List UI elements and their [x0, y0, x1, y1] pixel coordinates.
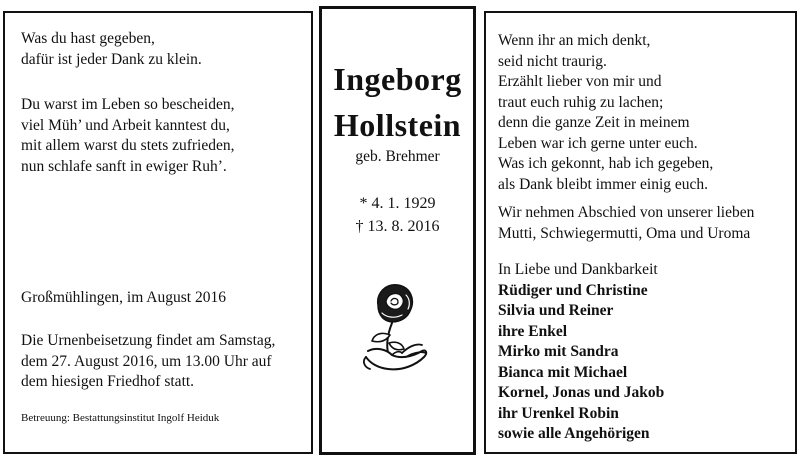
- verse-line: Wenn ihr an mich denkt,: [498, 32, 651, 49]
- verse-line: als Dank bleibt immer einig euch.: [498, 175, 709, 193]
- right-panel: [484, 11, 797, 454]
- rose-in-hand-icon: [362, 271, 438, 379]
- farewell-text: [498, 203, 754, 244]
- mourner-line: Kornel, Jonas und Jakob: [498, 384, 665, 401]
- verse-line: denn die ganze Zeit in meinem: [498, 114, 690, 131]
- mourner-line: sowie alle Angehörigen: [498, 425, 650, 442]
- mourner-line: ihr Urenkel Robin: [498, 404, 619, 422]
- mourner-line: Silvia und Reiner: [498, 302, 614, 319]
- deceased-first-name: Ingeborg: [333, 61, 462, 97]
- undertaker-credit: Betreuung: Bestattungsinstitut Ingolf Heiduk: [21, 412, 220, 424]
- verse-line: viel Müh’ und Arbeit kanntest du,: [21, 116, 230, 134]
- death-date: † 13. 8. 2016: [355, 218, 440, 235]
- left-verse-2: [21, 95, 235, 177]
- funeral-line: dem hiesigen Friedhof statt.: [21, 373, 195, 390]
- verse-line: Leben war ich gerne unter euch.: [498, 134, 698, 152]
- mourner-line: Bianca mit Michael: [498, 363, 628, 381]
- farewell-line: Mutti, Schwiegermutti, Oma und Uroma: [498, 224, 751, 242]
- funeral-notice: [21, 331, 275, 393]
- birth-date: * 4. 1. 1929: [359, 195, 436, 212]
- verse-line: Was du hast gegeben,: [21, 30, 155, 47]
- verse-line: traut euch ruhig zu lachen;: [498, 93, 664, 111]
- signoff-intro: In Liebe und Dankbarkeit: [498, 261, 658, 278]
- verse-line: nun schlafe sanft in ewiger Ruh’.: [21, 157, 227, 175]
- verse-line: mit allem warst du stets zufrieden,: [21, 137, 235, 154]
- verse-line: Was ich gekonnt, hab ich gegeben,: [498, 155, 714, 172]
- right-verse: [498, 31, 713, 195]
- farewell-line: Wir nehmen Abschied von unserer lieben: [498, 204, 755, 221]
- verse-line: dafür ist jeder Dank zu klein.: [21, 50, 202, 68]
- verse-line: Erzählt lieber von mir und: [498, 73, 662, 90]
- mourner-line: Mirko mit Sandra: [498, 343, 619, 360]
- funeral-line: dem 27. August 2016, um 13.00 Uhr auf: [21, 352, 272, 370]
- left-panel: [3, 11, 313, 454]
- verse-line: seid nicht traurig.: [498, 52, 607, 70]
- left-verse-1: [21, 29, 202, 70]
- mourners-signoff: [498, 260, 664, 445]
- deceased-last-name: Hollstein: [333, 107, 462, 143]
- mourner-line: ihre Enkel: [498, 322, 568, 340]
- verse-line: Du warst im Leben so bescheiden,: [21, 96, 235, 113]
- maiden-name: geb. Brehmer: [355, 148, 440, 165]
- mourner-line: Rüdiger und Christine: [498, 281, 648, 299]
- center-panel: [319, 6, 476, 455]
- funeral-line: Die Urnenbeisetzung findet am Samstag,: [21, 332, 276, 349]
- place-date: Großmühlingen, im August 2016: [21, 289, 226, 306]
